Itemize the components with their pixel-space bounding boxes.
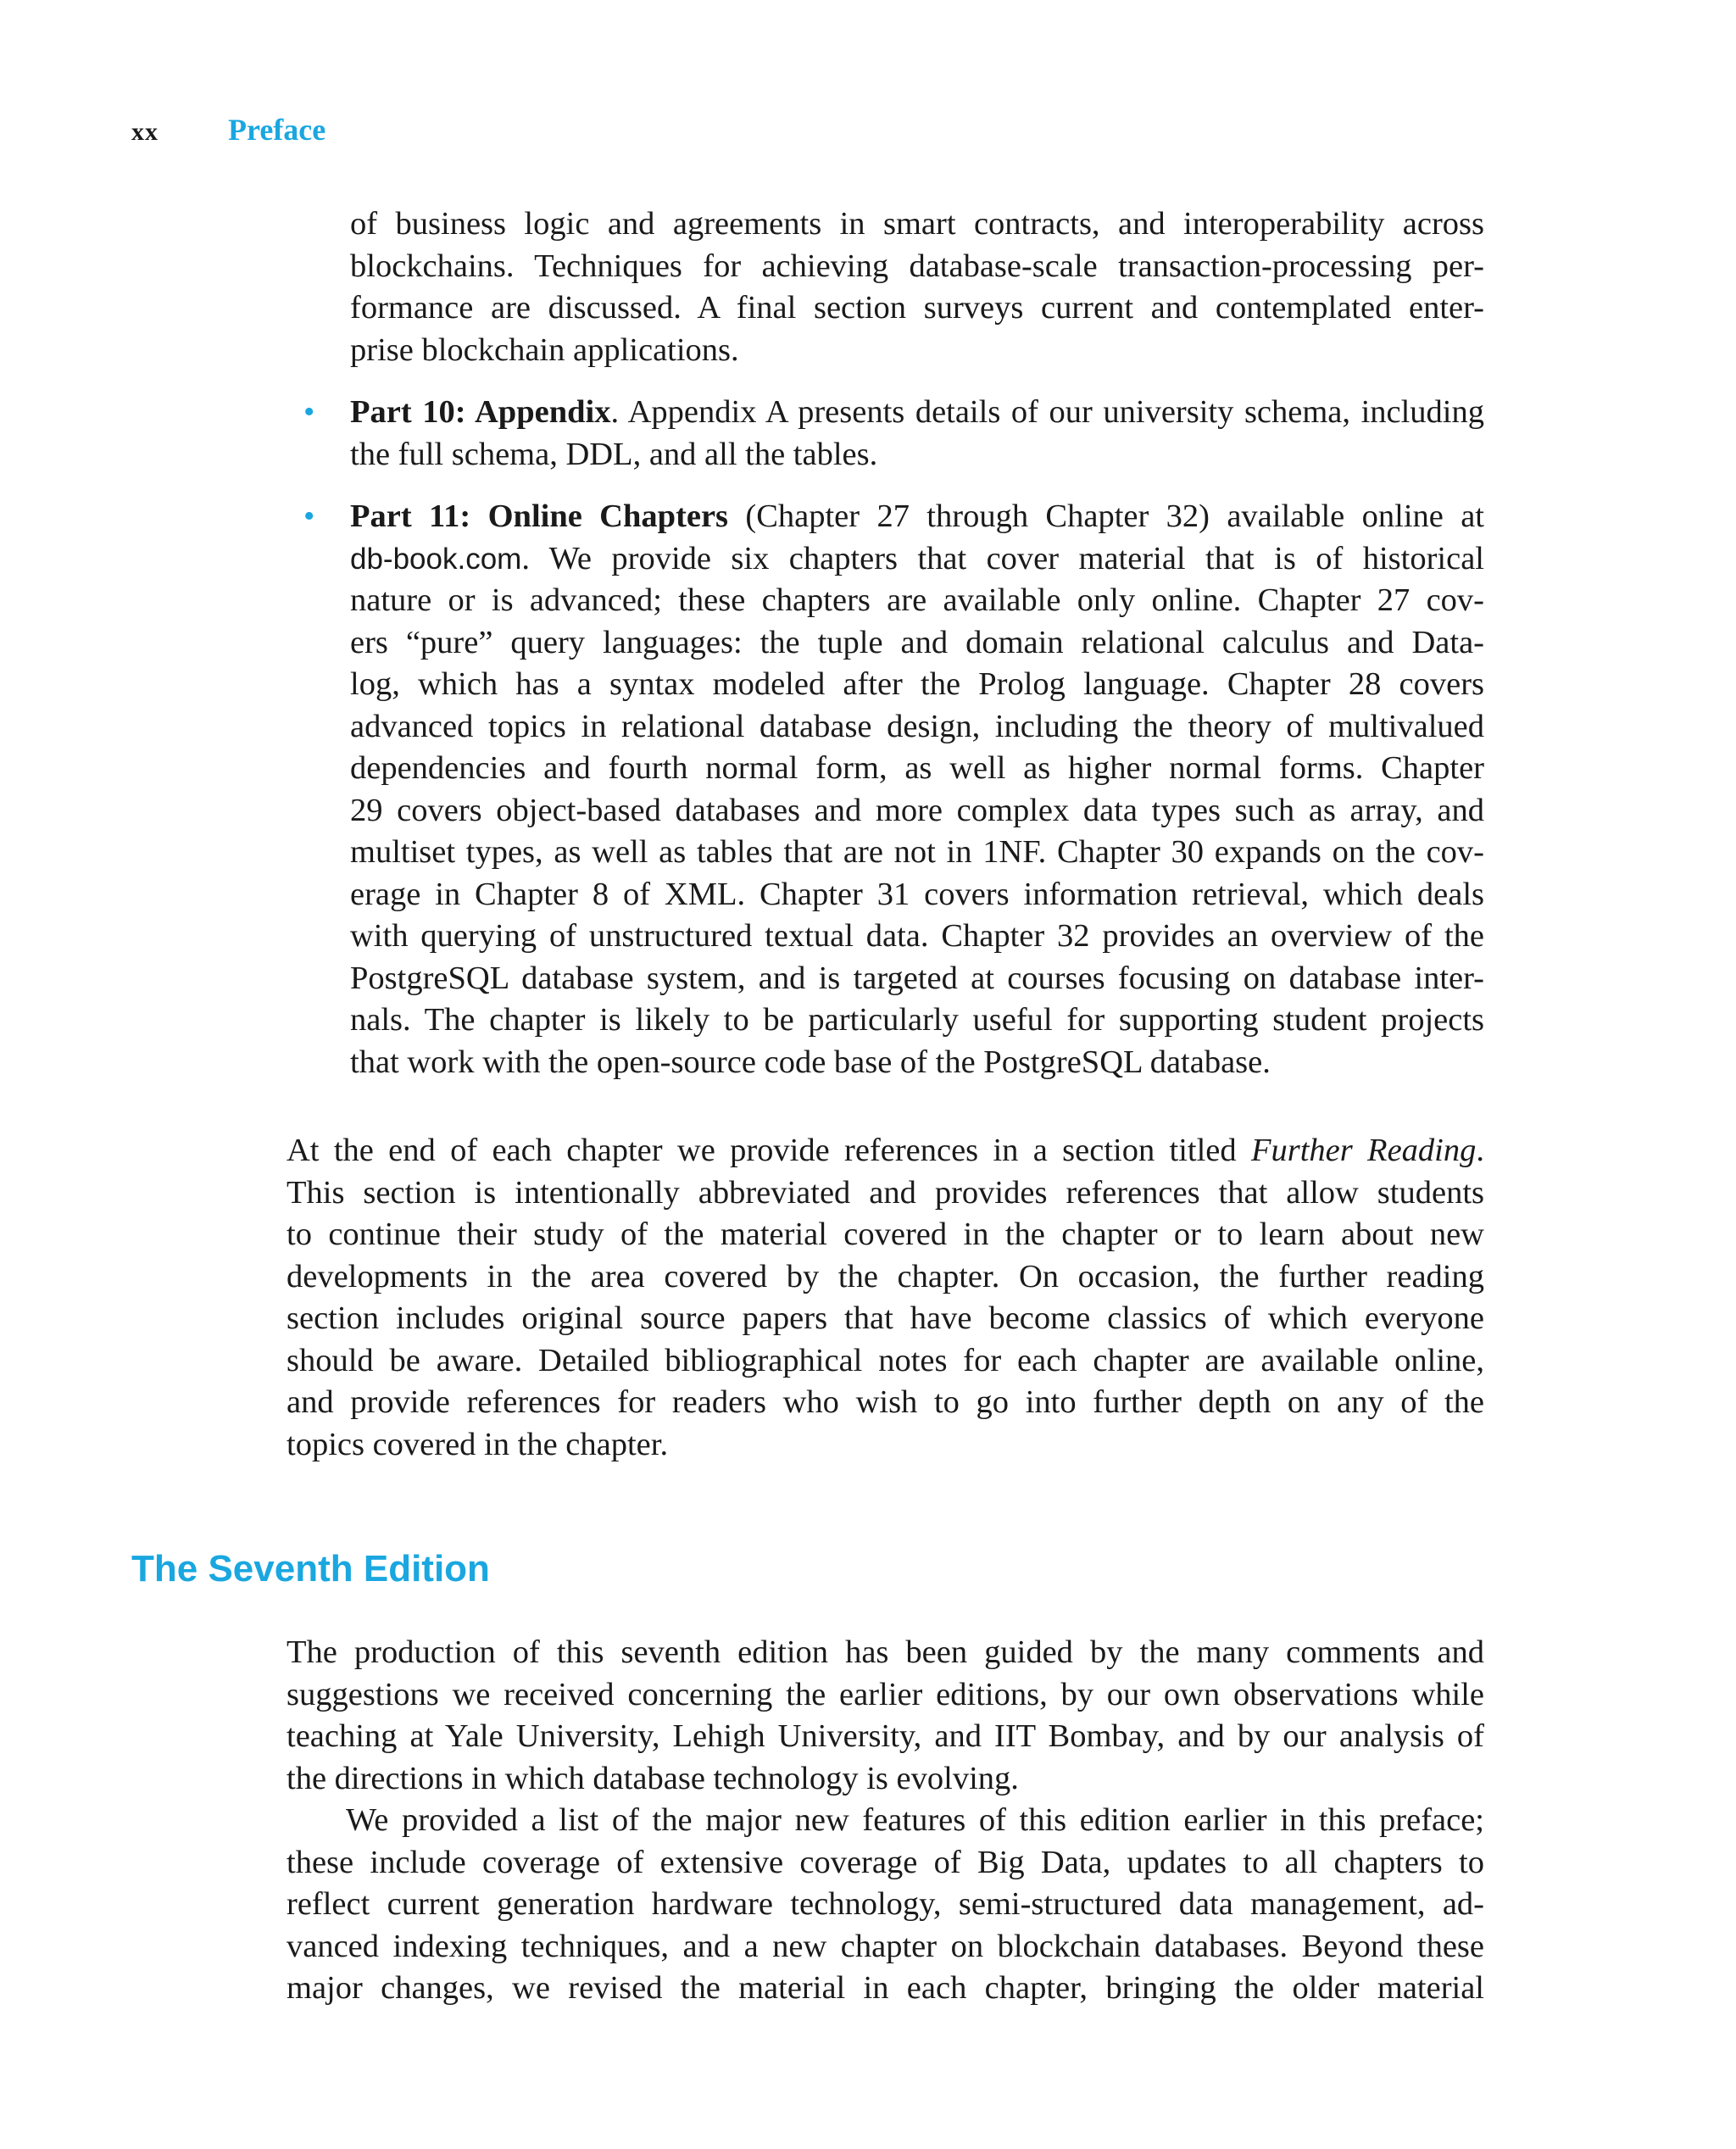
text-line: to continue their study of the material covered in the chapter or to learn about new	[287, 1216, 1484, 1252]
bullet-item-part-10	[303, 392, 1484, 476]
bullet-lead: Part 11: Online Chapters	[350, 498, 729, 534]
text-line: prise blockchain applications.	[350, 331, 739, 368]
text-line: topics covered in the chapter.	[287, 1426, 669, 1462]
further-reading-paragraph	[287, 1130, 1484, 1466]
text-line: with querying of unstructured textual data. Chapter 32 provides an overview of the	[350, 918, 1484, 954]
text-line: The production of this seventh edition has been guided by the many comments and	[287, 1634, 1484, 1670]
text-line: the directions in which database technology is evolving.	[287, 1760, 1019, 1796]
text-line: nals. The chapter is likely to be particularly useful for supporting student projects	[350, 1002, 1484, 1038]
text-line: of business logic and agreements in smart contracts, and interoperability across	[350, 206, 1484, 242]
text-line: formance are discussed. A final section surveys current and contemplated enter-	[350, 290, 1484, 326]
bullet-body	[350, 496, 1484, 1083]
text-line: multiset types, as well as tables that are not in 1NF. Chapter 30 expands on the cov-	[350, 834, 1484, 870]
text-segment: .	[1476, 1133, 1484, 1168]
bullet-text: . We provide six chapters that cover material that is of historical	[521, 540, 1484, 576]
text-line: nature or is advanced; these chapters are available only online. Chapter 27 cov-	[350, 582, 1484, 618]
text-line: 29 covers object-based databases and more complex data types such as array, and	[350, 792, 1484, 828]
text-line: and provide references for readers who wish to go into further depth on any of the	[287, 1384, 1484, 1420]
text-line: developments in the area covered by the chapter. On occasion, the further reading	[287, 1258, 1484, 1294]
text-line	[350, 538, 1484, 581]
text-line: dependencies and fourth normal form, as well as higher normal forms. Chapter	[350, 750, 1484, 786]
text-line: these include coverage of extensive coverage of Big Data, updates to all chapters to	[287, 1844, 1484, 1880]
text-line: blockchains. Techniques for achieving database-scale transaction-processing per-	[350, 248, 1484, 284]
text-line: section includes original source papers that have become classics of which everyone	[287, 1300, 1484, 1336]
bullet-body	[350, 392, 1484, 476]
text-line: major changes, we revised the material in each chapter, bringing the older material	[287, 1970, 1484, 2006]
text-line: erage in Chapter 8 of XML. Chapter 31 covers information retrieval, which deals	[350, 876, 1484, 912]
text-line	[350, 392, 1484, 434]
text-line: PostgreSQL database system, and is targeted at courses focusing on database inter-	[350, 960, 1484, 996]
text-line: that work with the open-source code base of the PostgreSQL database.	[350, 1044, 1271, 1080]
text-segment: At the end of each chapter we provide references in a section titled	[287, 1133, 1251, 1168]
seventh-edition-paragraph-1	[287, 1632, 1484, 1800]
text-line	[350, 496, 1484, 538]
page-number: xx	[131, 118, 159, 146]
text-line: reflect current generation hardware technology, semi-structured data management, ad-	[287, 1886, 1484, 1922]
text-line: should be aware. Detailed bibliographical notes for each chapter are available online,	[287, 1342, 1484, 1378]
book-website-link[interactable]: db-book.com	[350, 542, 522, 576]
text-line: This section is intentionally abbreviated and provides references that allow students	[287, 1174, 1484, 1211]
further-reading-term: Further Reading	[1250, 1133, 1477, 1168]
text-line: teaching at Yale University, Lehigh University, and IIT Bombay, and by our analysis of	[287, 1718, 1484, 1754]
text-line: vanced indexing techniques, and a new chapter on blockchain databases. Beyond these	[287, 1928, 1484, 1964]
text-line: ers “pure” query languages: the tuple and domain relational calculus and Data-	[350, 624, 1484, 660]
continued-paragraph	[350, 203, 1484, 371]
text-line: advanced topics in relational database design, including the theory of multivalued	[350, 708, 1484, 744]
seventh-edition-paragraph-2	[287, 1800, 1484, 2010]
text-line: log, which has a syntax modeled after the Prolog language. Chapter 28 covers	[350, 666, 1484, 702]
text-line: suggestions we received concerning the earlier editions, by our own observations while	[287, 1676, 1484, 1712]
text-line: We provided a list of the major new features of this edition earlier in this preface;	[346, 1802, 1484, 1838]
running-title: Preface	[228, 113, 326, 147]
bullet-icon: •	[303, 394, 315, 430]
bullet-text: (Chapter 27 through Chapter 32) available online at	[728, 498, 1484, 534]
text-line	[287, 1130, 1484, 1172]
bullet-text: . Appendix A presents details of our university schema, including	[610, 394, 1485, 430]
bullet-item-part-11	[303, 496, 1484, 1083]
bullet-lead: Part 10: Appendix	[350, 394, 611, 430]
section-heading: The Seventh Edition	[131, 1548, 490, 1589]
text-line: the full schema, DDL, and all the tables.	[350, 436, 878, 472]
running-head	[131, 112, 326, 154]
bullet-icon: •	[303, 498, 315, 534]
